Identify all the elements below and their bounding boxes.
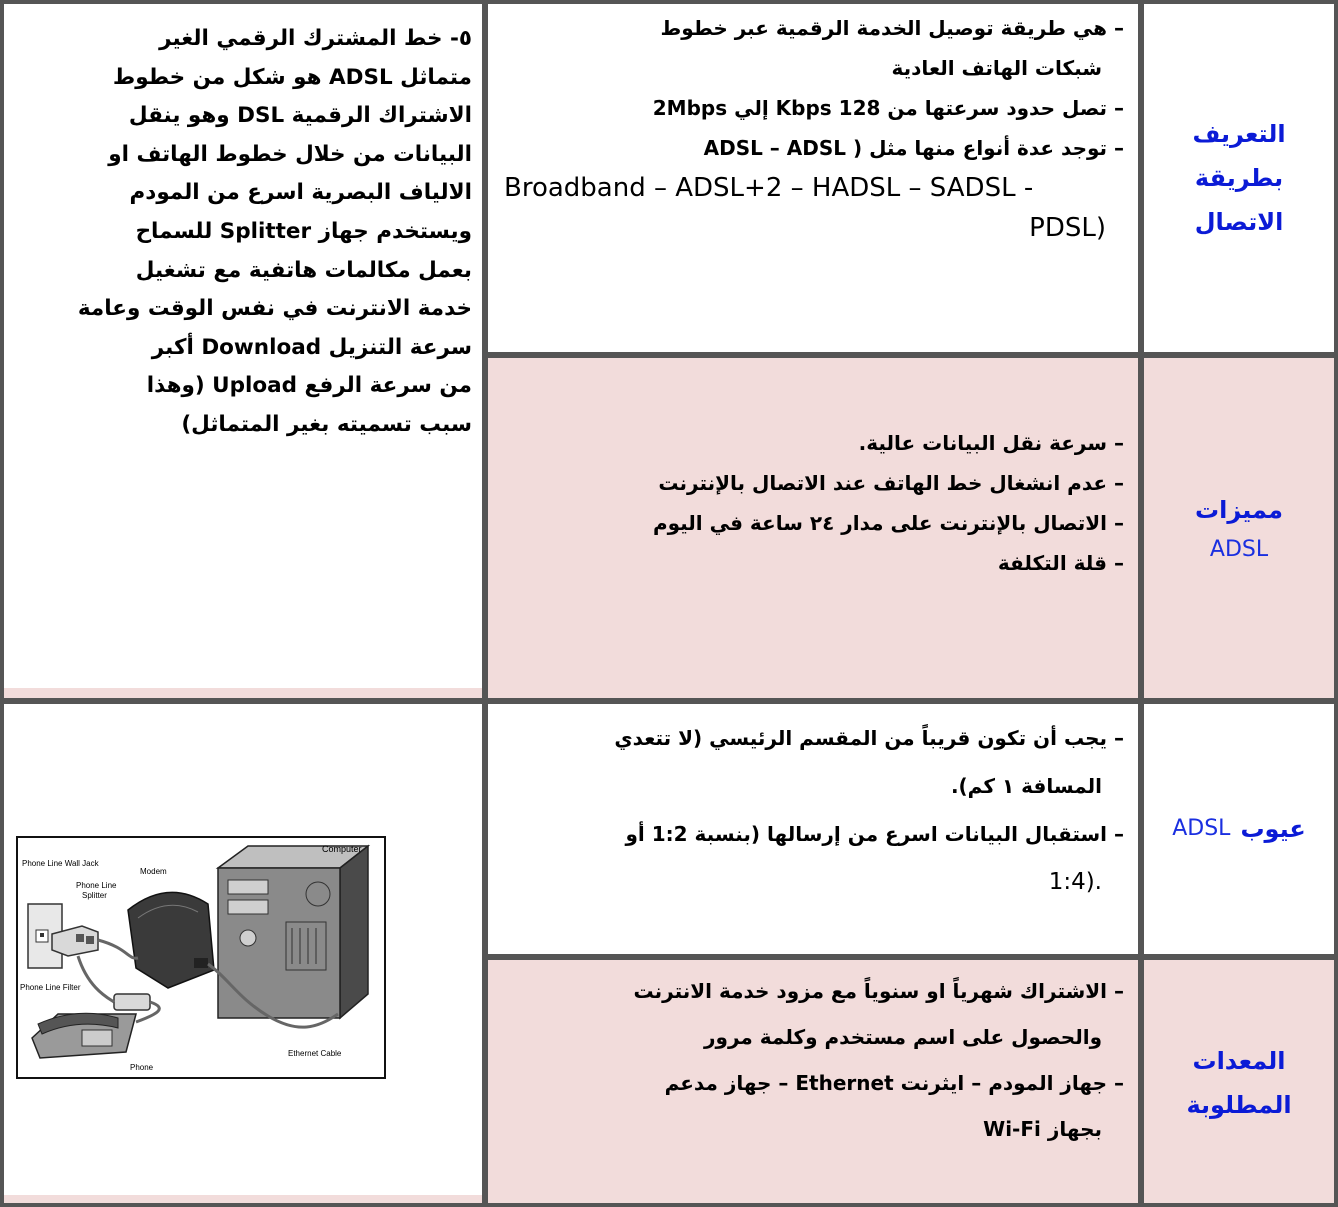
label-disadvantages-row: [1172, 807, 1306, 851]
label-disadvantages: [1144, 704, 1334, 954]
paragraph-line-1: ٥- خط المشترك الرقمي الغير: [159, 26, 472, 51]
label-definition-line-2: بطريقة: [1194, 164, 1284, 192]
paragraph-line-7: بعمل مكالمات هاتفية مع تشغيل: [135, 257, 472, 283]
paragraph-line-5: الالياف البصرية اسرع من المودم: [129, 180, 472, 206]
equipment-line-1: – الاشتراك شهرياً او سنوياً مع مزود خدمة الانترنت: [633, 979, 1124, 1003]
paragraph-line-2: متماثل ADSL هو شكل من خطوط: [112, 64, 472, 90]
label-equipment-line-2: المطلوبة: [1186, 1090, 1292, 1119]
border-left: [0, 0, 4, 1207]
paragraph-line-3: الاشتراك الرقمية DSL وهو ينقل: [128, 103, 472, 129]
paragraph-line-9: سرعة التنزيل Download أكبر: [151, 334, 472, 360]
label-definition-line-3: الاتصال: [1194, 208, 1284, 236]
label-filter: Phone Line Filter: [20, 983, 81, 992]
equipment-line-3: – جهاز المودم – ايثرنت Ethernet – جهاز مدعم: [664, 1071, 1124, 1095]
adsl-paragraph: [14, 20, 472, 680]
content-disadvantages: [494, 714, 1124, 950]
content-definition: [494, 8, 1124, 348]
paragraph-line-8: خدمة الانترنت في نفس الوقت وعامة: [77, 296, 472, 322]
advantage-item-3: – الاتصال بالإنترنت على مدار ٢٤ ساعة في اليوم: [652, 511, 1124, 535]
paragraph-line-4: البيانات من خلال خطوط الهاتف او: [108, 141, 472, 167]
label-splitter-1: Phone Line: [76, 881, 117, 890]
definition-line-3: – تصل حدود سرعتها من 128 Kbps إلي 2Mbps: [652, 96, 1124, 120]
label-definition-line-1: التعريف: [1192, 120, 1286, 148]
content-equipment: [494, 968, 1124, 1198]
equipment-line-2: والحصول على اسم مستخدم وكلمة مرور: [704, 1025, 1102, 1049]
equipment-line-4: بجهاز Wi-Fi: [983, 1117, 1102, 1141]
label-computer: Computer: [322, 844, 362, 854]
advantage-item-2: – عدم انشغال خط الهاتف عند الاتصال بالإنترنت: [658, 471, 1124, 495]
computer-tower-icon: [218, 846, 368, 1018]
definition-line-6: PDSL): [1029, 213, 1106, 243]
label-equipment-line-1: المعدات: [1192, 1046, 1286, 1075]
disadvantage-line-1: – يجب أن تكون قريباً من المقسم الرئيسي (لا تتعدي: [614, 726, 1124, 750]
label-advantages-ar: مميزات: [1194, 496, 1284, 524]
label-definition: [1144, 4, 1334, 352]
divider-row-2: [0, 698, 1338, 704]
advantage-item-1: – سرعة نقل البيانات عالية.: [858, 431, 1124, 455]
advantage-item-4: – قلة التكلفة: [997, 551, 1124, 575]
paragraph-line-10: من سرعة الرفع Upload (وهذا: [146, 373, 472, 399]
disadvantage-line-2: المسافة ١ كم).: [950, 774, 1102, 798]
definition-line-5: Broadband – ADSL+2 – HADSL – SADSL -: [504, 173, 1034, 203]
border-right: [1334, 0, 1338, 1207]
paragraph-line-6: ويستخدم جهاز Splitter للسماح: [135, 218, 472, 244]
definition-line-1: – هي طريقة توصيل الخدمة الرقمية عبر خطوط: [660, 16, 1124, 40]
label-modem: Modem: [140, 867, 167, 876]
label-wall-jack: Phone Line Wall Jack: [22, 859, 99, 868]
paragraph-bottom-strip: [4, 688, 482, 698]
definition-line-2: شبكات الهاتف العادية: [891, 56, 1102, 80]
modem-icon: [128, 892, 214, 988]
disadvantage-line-3: – استقبال البيانات اسرع من إرسالها (بنسبة 1:2 أو: [625, 822, 1124, 846]
phone-filter-icon: [114, 994, 150, 1010]
label-ethernet: Ethernet Cable: [288, 1049, 342, 1058]
definition-line-4: – توجد عدة أنواع منها مثل ( ADSL – ADSL: [703, 136, 1124, 160]
label-splitter-2: Splitter: [82, 891, 107, 900]
telephone-icon: [32, 1013, 136, 1058]
label-advantages: [1144, 358, 1334, 698]
diagram-svg: [18, 838, 384, 1077]
divider-col-1: [482, 0, 488, 1207]
label-equipment: [1144, 960, 1334, 1205]
label-disadvantages-ar: عيوب: [1240, 815, 1306, 843]
paragraph-line-11: سبب تسميته بغير المتماثل): [181, 411, 472, 437]
disadvantage-line-4: 1:4).: [1048, 869, 1102, 895]
label-phone: Phone: [130, 1063, 154, 1072]
splitter-filter-cable: [78, 956, 114, 1002]
label-disadvantages-en: ADSL: [1172, 816, 1231, 841]
adsl-connection-diagram: [16, 836, 386, 1079]
label-advantages-en: ADSL: [1209, 537, 1269, 562]
content-advantages: [494, 423, 1124, 653]
